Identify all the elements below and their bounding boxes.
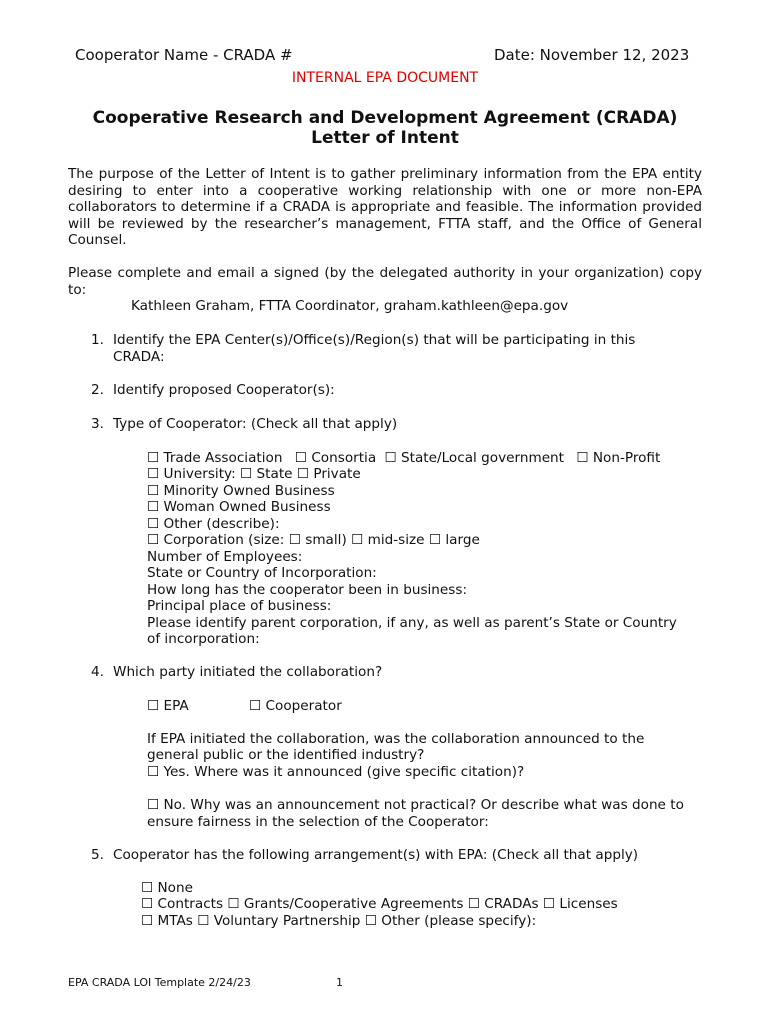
q1-number: 1. [91, 332, 104, 348]
page-number: 1 [336, 976, 343, 989]
voluntary-partnership-checkbox[interactable]: ☐ [197, 913, 210, 929]
non-profit-label: Non-Profit [592, 450, 661, 466]
state-label: State [256, 466, 293, 482]
business-duration-label: How long has the cooperator been in business: [147, 582, 468, 598]
cradas-label: CRADAs [484, 896, 539, 912]
cooperator-type-row-2 [147, 466, 361, 483]
arrangement-none-row [141, 880, 193, 897]
internal-document-label: INTERNAL EPA DOCUMENT [291, 70, 479, 86]
non-profit-checkbox[interactable]: ☐ [576, 450, 589, 466]
small-checkbox[interactable]: ☐ [288, 532, 301, 548]
minority-owned-label: Minority Owned Business [163, 483, 335, 499]
principal-place-label: Principal place of business: [147, 598, 332, 614]
large-checkbox[interactable]: ☐ [428, 532, 442, 548]
announced-no-label-cont: ensure fairness in the selection of the Cooperator: [147, 814, 489, 830]
parent-corporation-label-cont: of incorporation: [147, 631, 260, 647]
document-title: Cooperative Research and Development Agreement (CRADA) [92, 108, 678, 128]
q3-text: Type of Cooperator: (Check all that apply) [113, 416, 398, 432]
trade-association-label: Trade Association [163, 450, 283, 466]
cooperator-type-row-1 [147, 450, 660, 467]
none-checkbox[interactable]: ☐ [141, 880, 154, 896]
mid-size-label: mid-size [367, 532, 425, 548]
minority-owned-checkbox[interactable]: ☐ [147, 483, 160, 499]
large-label: large [445, 532, 480, 548]
arrangement-row-1 [141, 896, 618, 913]
q1-text: Identify the EPA Center(s)/Office(s)/Region(s) that will be participating in this [113, 332, 636, 348]
consortia-checkbox[interactable]: ☐ [294, 450, 307, 466]
small-label: small) [305, 532, 347, 548]
private-label: Private [313, 466, 361, 482]
woman-owned-row [147, 499, 331, 516]
mtas-checkbox[interactable]: ☐ [141, 913, 154, 929]
q5-number: 5. [91, 847, 104, 863]
other-type-row [147, 516, 280, 533]
woman-owned-label: Woman Owned Business [163, 499, 331, 515]
incorporation-label: State or Country of Incorporation: [147, 565, 377, 581]
q2-text: Identify proposed Cooperator(s): [113, 382, 335, 398]
instructions-paragraph: Please complete and email a signed (by the delegated authority in your organization) copy to: [68, 265, 702, 298]
other-type-label: Other (describe): [163, 516, 280, 532]
parent-corporation-label: Please identify parent corporation, if any, as well as parent’s State or Country [147, 615, 677, 631]
cradas-checkbox[interactable]: ☐ [467, 896, 480, 912]
cooperator-checkbox[interactable]: ☐ [249, 698, 262, 714]
state-local-label: State/Local government [401, 450, 565, 466]
document-date: Date: November 12, 2023 [494, 46, 690, 64]
document-subtitle: Letter of Intent [311, 128, 459, 148]
voluntary-partnership-label: Voluntary Partnership [213, 913, 361, 929]
q4-number: 4. [91, 664, 104, 680]
cooperator-name-label: Cooperator Name - CRADA # [75, 46, 293, 64]
contact-info: Kathleen Graham, FTTA Coordinator, graham.kathleen@epa.gov [131, 298, 569, 314]
announced-no-checkbox[interactable]: ☐ [147, 797, 160, 813]
q1-text-cont: CRADA: [113, 349, 165, 365]
intro-paragraph: The purpose of the Letter of Intent is to gather preliminary information from the EPA entity desiring to enter into a cooperative working relationship with one or more non-EPA collaborators to determine if a CRADA is appropriate and feasible. The information provided will be reviewed by the researcher’s management, FTTA staff, and the Office of General Counsel. [68, 166, 702, 248]
state-local-checkbox[interactable]: ☐ [384, 450, 397, 466]
mid-size-checkbox[interactable]: ☐ [351, 532, 364, 548]
cooperator-label: Cooperator [265, 698, 342, 714]
grants-label: Grants/Cooperative Agreements [243, 896, 464, 912]
arrangement-row-2 [141, 913, 536, 930]
epa-option [147, 698, 189, 715]
q5-text: Cooperator has the following arrangement(s) with EPA: (Check all that apply) [113, 847, 639, 863]
state-checkbox[interactable]: ☐ [240, 466, 253, 482]
number-of-employees-label: Number of Employees: [147, 549, 303, 565]
corporation-label: Corporation (size: [163, 532, 285, 548]
other-arrangement-label: Other (please specify): [381, 913, 537, 929]
licenses-checkbox[interactable]: ☐ [542, 896, 556, 912]
epa-checkbox[interactable]: ☐ [147, 698, 160, 714]
q4-text: Which party initiated the collaboration? [113, 664, 383, 680]
mtas-label: MTAs [157, 913, 193, 929]
trade-association-checkbox[interactable]: ☐ [147, 450, 160, 466]
announcement-question: If EPA initiated the collaboration, was the collaboration announced to the [147, 731, 645, 747]
woman-owned-checkbox[interactable]: ☐ [147, 499, 160, 515]
none-label: None [157, 880, 193, 896]
licenses-label: Licenses [559, 896, 618, 912]
grants-checkbox[interactable]: ☐ [227, 896, 240, 912]
q3-number: 3. [91, 416, 104, 432]
announced-no-row [147, 797, 684, 814]
announcement-question-cont: general public or the identified industry? [147, 747, 425, 763]
announced-yes-row [147, 764, 524, 781]
corporation-checkbox[interactable]: ☐ [147, 532, 160, 548]
contracts-label: Contracts [157, 896, 224, 912]
university-checkbox[interactable]: ☐ [147, 466, 160, 482]
contracts-checkbox[interactable]: ☐ [141, 896, 154, 912]
announced-no-label: No. Why was an announcement not practical? Or describe what was done to [163, 797, 684, 813]
private-checkbox[interactable]: ☐ [296, 466, 310, 482]
consortia-label: Consortia [311, 450, 377, 466]
epa-label: EPA [163, 698, 189, 714]
university-label: University: [163, 466, 236, 482]
other-type-checkbox[interactable]: ☐ [147, 516, 160, 532]
cooperator-option [249, 698, 342, 715]
other-arrangement-checkbox[interactable]: ☐ [364, 913, 377, 929]
corporation-row [147, 532, 480, 549]
announced-yes-label: Yes. Where was it announced (give specific citation)? [163, 764, 525, 780]
minority-owned-row [147, 483, 335, 500]
announced-yes-checkbox[interactable]: ☐ [147, 764, 160, 780]
footer-template-label: EPA CRADA LOI Template 2/24/23 [68, 976, 251, 989]
q2-number: 2. [91, 382, 104, 398]
